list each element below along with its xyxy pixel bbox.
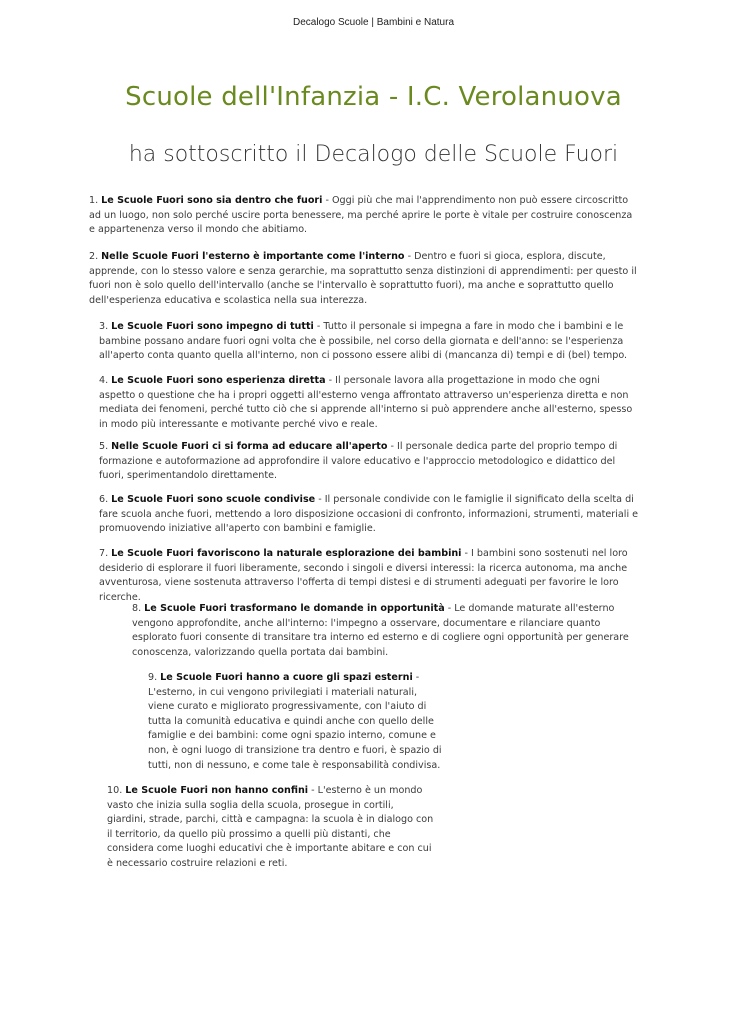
item-heading: Nelle Scuole Fuori ci si forma ad educare all'aperto <box>111 441 388 452</box>
item-number: 3. <box>99 321 109 332</box>
item-text: - L'esterno, in cui vengono privilegiati i materiali naturali, viene curato e migliorato progressivamente, con l'aiuto di tutta la comunità educativa e quindi anche con quello delle famiglie e dei bambini: come ogni spazio interno, comune e non, è ogni luogo di transizione tra dentro e fuori, è spazio di tutti, non di nessuno, e come tale è responsabilità condivisa. <box>148 672 442 771</box>
item-heading: Le Scuole Fuori sono scuole condivise <box>111 494 316 505</box>
decalogue-item-10 <box>107 784 435 872</box>
item-text: - Dentro e fuori si gioca, esplora, discute, apprende, con lo stesso valore e senza gerarchie, ma soprattutto senza distinzioni di apprendimenti: per questo il fuori non è solo quello dell'intervallo (anche se l'intervallo è soprattutto fuori), ma anche e soprattutto quello dell'esperienza educativa e scolastica nella sua interezza. <box>89 251 637 306</box>
item-heading: Le Scuole Fuori sono esperienza diretta <box>111 375 326 386</box>
item-number: 10. <box>107 785 123 796</box>
item-number: 7. <box>99 548 109 559</box>
item-heading: Le Scuole Fuori non hanno confini <box>125 785 309 796</box>
item-heading: Le Scuole Fuori sono sia dentro che fuori <box>101 195 323 206</box>
decalogue-item-8 <box>132 602 640 660</box>
item-text: - Il personale dedica parte del proprio tempo di formazione e autoformazione ad approfondire il valore educativo e l'approccio metodologico e didattico del fuori, sperimentandolo direttamente. <box>99 441 618 482</box>
item-number: 4. <box>99 375 109 386</box>
decalogue-item-4 <box>99 374 639 432</box>
item-text: - Oggi più che mai l'apprendimento non può essere circoscritto ad un luogo, non solo perché uscire porta benessere, ma perché aprire le porte è vitale per costruire conoscenza e appartenenza verso il mondo che abitiamo. <box>89 195 633 236</box>
page-header: Decalogo Scuole | Bambini e Natura <box>292 17 455 28</box>
item-text: - Il personale lavora alla progettazione in modo che ogni aspetto o questione che ha i propri oggetti all'esterno venga affrontato attraverso un'esperienza diretta e non mediata dei fenomeni, perché tutto ciò che si apprende all'interno si può apprendere anche all'esterno, spesso in modo più interessante e motivante perché vivo e reale. <box>99 375 633 430</box>
decalogue-item-7 <box>99 547 639 605</box>
item-number: 5. <box>99 441 109 452</box>
decalogue-item-2 <box>89 250 645 308</box>
item-text: - L'esterno è un mondo vasto che inizia sulla soglia della scuola, prosegue in cortili, giardini, strade, parchi, città e campagna: la scuola è in dialogo con il territorio, da quello più prossimo a quelli più distanti, che considera come luoghi educativi che è importante abitare e con cui è necessario costruire relazioni e reti. <box>107 785 434 869</box>
decalogue-item-9 <box>148 671 446 773</box>
item-text: - Il personale condivide con le famiglie il significato della scelta di fare scuola anche fuori, mettendo a loro disposizione occasioni di confronto, informazioni, strumenti, materiali e promuovendo iniziative all'aperto con bambini e famiglie. <box>99 494 639 535</box>
decalogue-item-1 <box>89 194 641 238</box>
item-text: - I bambini sono sostenuti nel loro desiderio di esplorare il fuori liberamente, secondo i singoli e diversi interessi: la ricerca autonoma, ma anche avventurosa, viene sostenuta attraverso l'offerta di tempi distesi e di strumenti adeguati per favorire le loro ricerche. <box>99 548 628 603</box>
item-heading: Le Scuole Fuori favoriscono la naturale esplorazione dei bambini <box>111 548 462 559</box>
item-number: 2. <box>89 251 99 262</box>
item-text: - Tutto il personale si impegna a fare in modo che i bambini e le bambine possano andare fuori ogni volta che è possibile, nel corso della giornata e dell'anno: se l'esperienza all'aperto conta quanto quella all'interno, non ci possono essere alibi di (mancanza di) tempi e di (bel) tempo. <box>99 321 628 362</box>
item-heading: Le Scuole Fuori trasformano le domande in opportunità <box>144 603 445 614</box>
page-title: Scuole dell'Infanzia - I.C. Verolanuova <box>125 82 622 112</box>
decalogue-item-6 <box>99 493 639 537</box>
item-heading: Le Scuole Fuori hanno a cuore gli spazi esterni <box>160 672 413 683</box>
page-subtitle: ha sottoscritto il Decalogo delle Scuole Fuori <box>128 142 619 167</box>
item-heading: Nelle Scuole Fuori l'esterno è importante come l'interno <box>101 251 405 262</box>
item-number: 9. <box>148 672 158 683</box>
item-heading: Le Scuole Fuori sono impegno di tutti <box>111 321 314 332</box>
decalogue-item-5 <box>99 440 639 484</box>
decalogue-item-3 <box>99 320 639 364</box>
item-number: 1. <box>89 195 99 206</box>
item-number: 6. <box>99 494 109 505</box>
item-number: 8. <box>132 603 142 614</box>
item-text: - Le domande maturate all'esterno vengono approfondite, anche all'interno: l'impegno a osservare, documentare e rilanciare quanto esplorato fuori consente di transitare tra interno ed esterno e di cogliere ogni opportunità per generare conoscenza, valorizzando quella portata dai bambini. <box>132 603 629 658</box>
